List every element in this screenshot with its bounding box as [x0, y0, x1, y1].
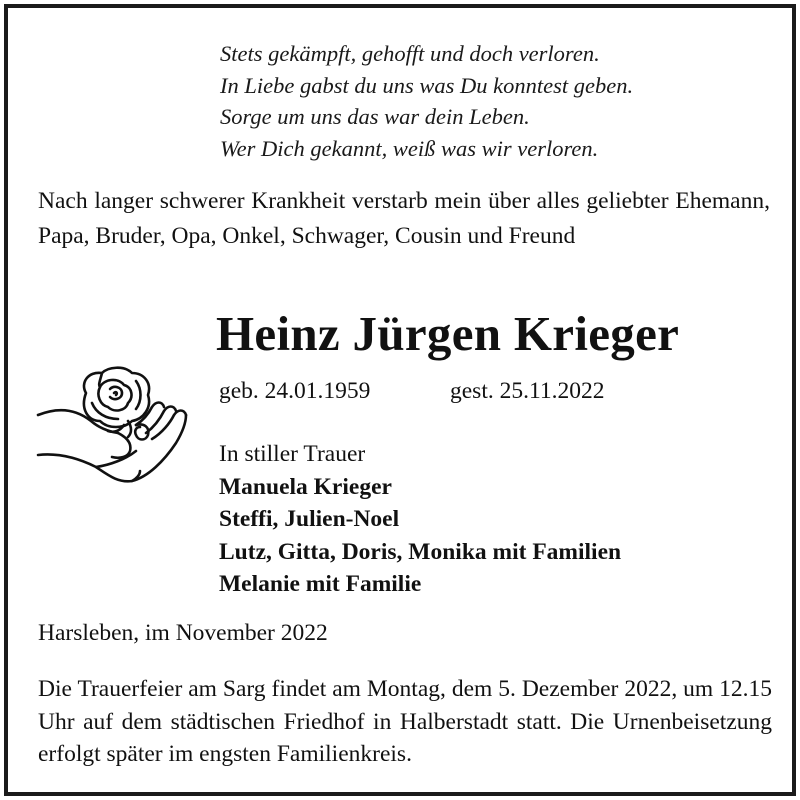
poem-line: Wer Dich gekannt, weiß was wir verloren. — [220, 135, 599, 161]
memorial-poem — [220, 38, 633, 164]
obituary-notice — [4, 4, 796, 796]
poem-line: In Liebe gabst du uns was Du konntest geben. — [220, 72, 634, 98]
mourner-name: Manuela Krieger — [219, 473, 392, 500]
poem-line: Stets gekämpft, gehofft und doch verloren. — [220, 41, 600, 66]
deceased-name: Heinz Jürgen Krieger — [216, 306, 680, 361]
place-and-date: Harsleben, im November 2022 — [38, 620, 328, 646]
mourner-name: Lutz, Gitta, Doris, Monika mit Familien — [219, 538, 622, 565]
birth-date: geb. 24.01.1959 — [219, 378, 371, 404]
mourning-phrase: In stiller Trauer — [219, 441, 366, 467]
death-date: gest. 25.11.2022 — [450, 378, 605, 404]
funeral-details: Die Trauerfeier am Sarg findet am Montag, dem 5. Dezember 2022, um 12.15 Uhr auf dem städtischen Friedhof in Halberstadt statt. Die Urnenbeisetzung erfolgt später im engsten Familienkreis. — [38, 676, 772, 767]
mourner-name: Melanie mit Familie — [219, 571, 422, 597]
rose-in-hand-icon — [36, 363, 194, 498]
mourner-name: Steffi, Julien-Noel — [219, 506, 400, 532]
life-dates — [219, 378, 605, 405]
intro-text: Nach langer schwerer Krankheit verstarb mein über alles geliebter Ehemann, Papa, Bruder, Opa, Onkel, Schwager, Cousin und Freund — [38, 188, 770, 249]
mourners-block — [219, 438, 621, 601]
poem-line: Sorge um uns das war dein Leben. — [220, 104, 530, 129]
